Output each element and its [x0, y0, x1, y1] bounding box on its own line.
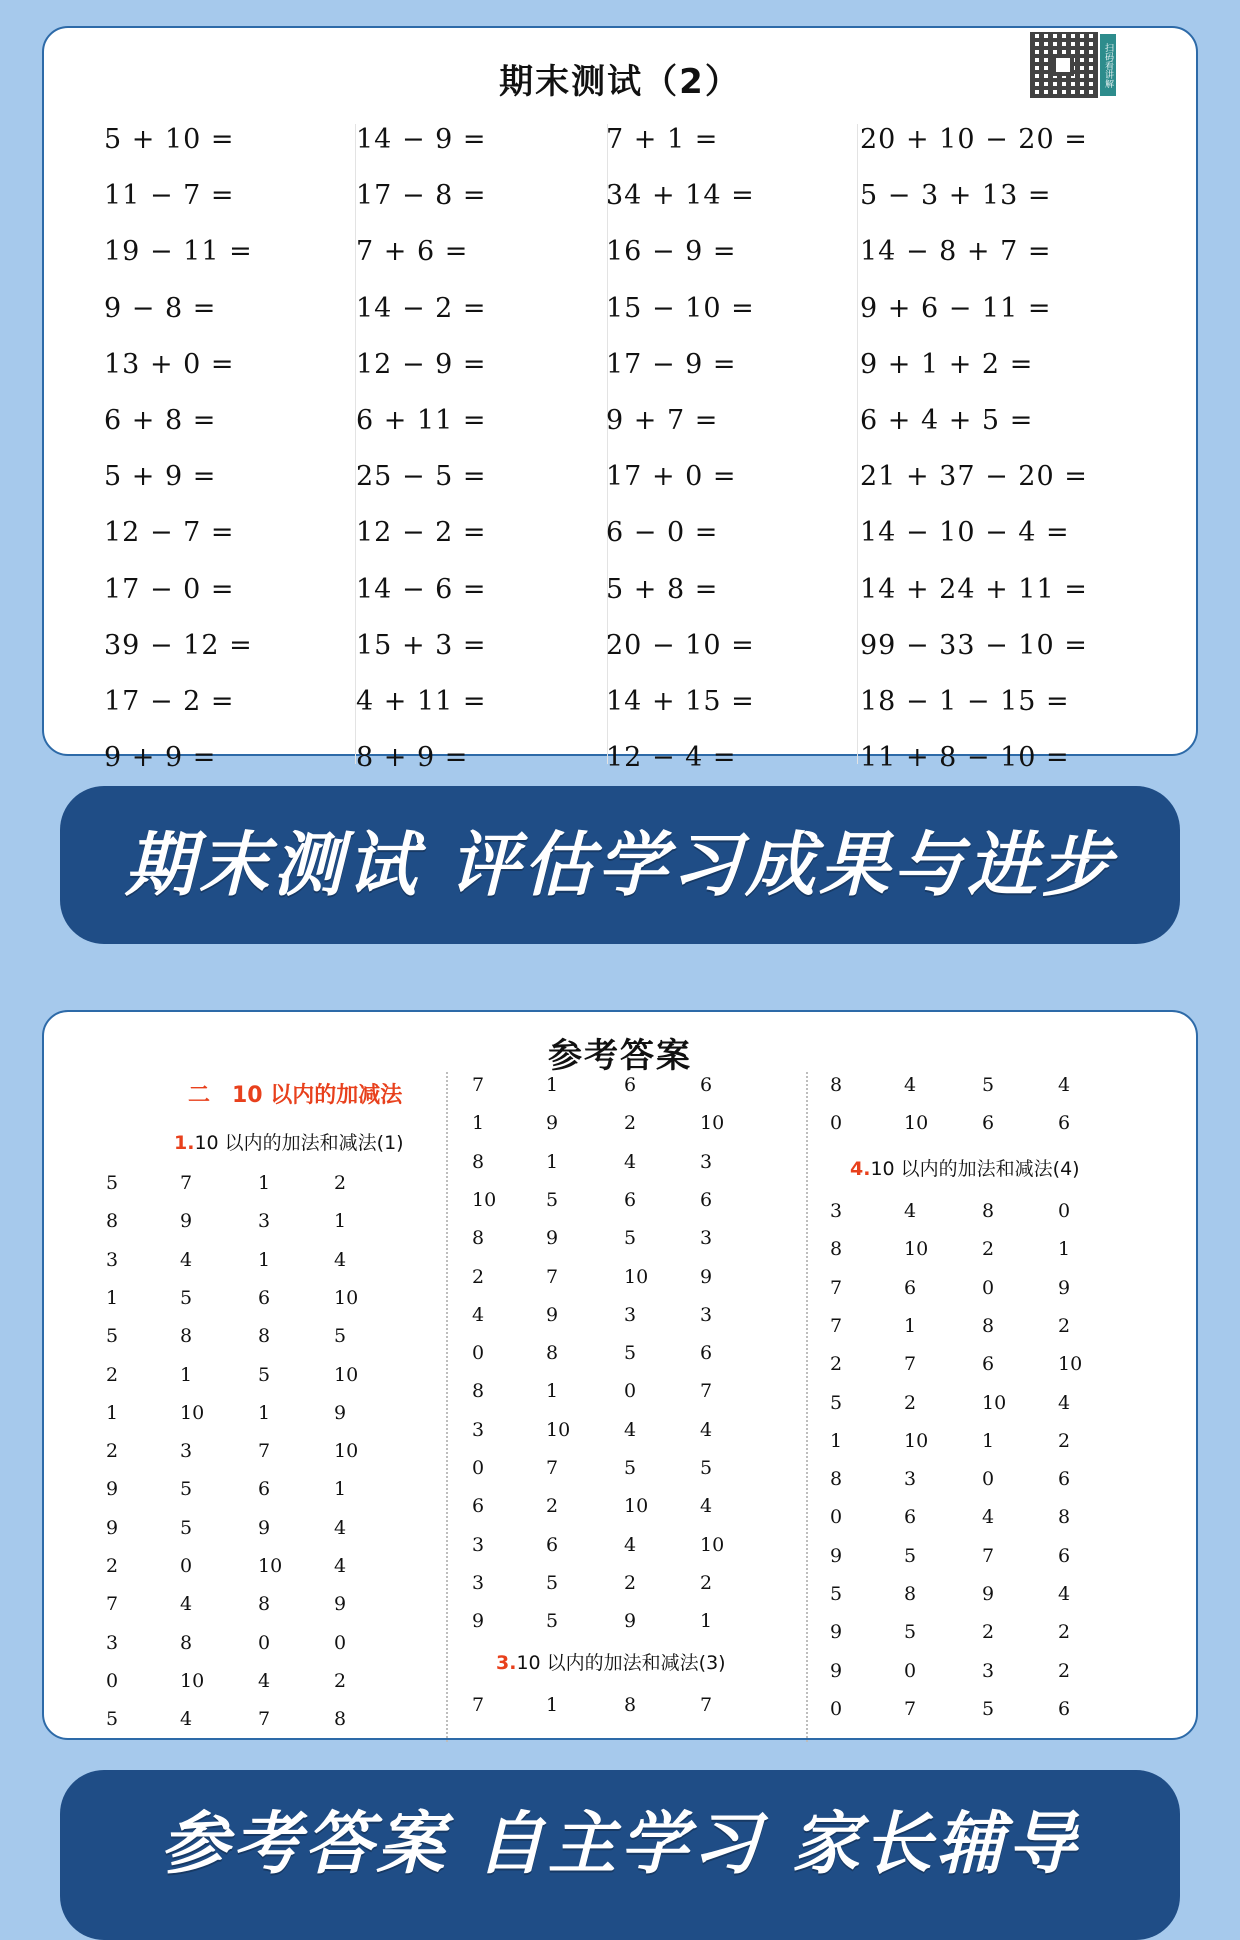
question-item: 14 − 2 = — [356, 292, 487, 324]
answer-value: 5 — [904, 1544, 917, 1567]
question-item: 12 − 4 = — [606, 742, 737, 774]
answer-value: 4 — [700, 1495, 713, 1518]
answer-value: 0 — [180, 1555, 193, 1577]
answer-value: 9 — [546, 1227, 559, 1250]
subtitle-text: 10 以内的加法和减法(3) — [516, 1652, 726, 1674]
answer-value: 5 — [624, 1342, 637, 1365]
answer-value: 1 — [904, 1314, 917, 1337]
answer-value: 0 — [904, 1659, 917, 1682]
question-item: 6 + 8 = — [104, 405, 217, 436]
question-item: 4 + 11 = — [356, 686, 487, 717]
answer-value: 7 — [700, 1694, 713, 1716]
section-title: 二 10 以内的加减法 — [188, 1083, 403, 1108]
answer-value: 10 — [180, 1401, 205, 1424]
answer-value: 1 — [546, 1694, 559, 1716]
answer-value: 5 — [982, 1697, 995, 1720]
question-item: 14 − 6 = — [356, 573, 487, 605]
answer-value: 4 — [1058, 1391, 1071, 1414]
answer-value: 0 — [982, 1468, 995, 1491]
answer-value: 7 — [982, 1544, 995, 1567]
answer-value: 9 — [700, 1265, 713, 1288]
answer-value: 10 — [700, 1533, 725, 1556]
answer-value: 7 — [472, 1074, 485, 1096]
question-item: 39 − 12 = — [104, 629, 253, 661]
answer-value: 2 — [904, 1391, 917, 1414]
question-item: 12 − 2 = — [356, 517, 487, 549]
question-item: 7 + 1 = — [606, 124, 719, 155]
answer-value: 7 — [700, 1380, 713, 1403]
answer-value: 1 — [106, 1401, 119, 1424]
answer-value: 7 — [546, 1457, 559, 1479]
answer-value: 1 — [258, 1172, 271, 1194]
answer-value: 7 — [830, 1314, 843, 1337]
answer-value: 9 — [830, 1544, 843, 1567]
answer-value: 0 — [1058, 1200, 1071, 1222]
answer-value: 0 — [258, 1631, 271, 1654]
question-column — [606, 124, 846, 774]
answer-value: 10 — [624, 1265, 649, 1288]
question-item: 20 − 10 = — [606, 629, 755, 661]
answer-value: 1 — [180, 1363, 193, 1386]
answer-value: 1 — [334, 1210, 347, 1233]
answer-value: 10 — [904, 1112, 929, 1135]
answer-value: 6 — [472, 1495, 485, 1518]
answer-value: 8 — [472, 1227, 485, 1250]
answer-value: 9 — [830, 1621, 843, 1644]
answer-value: 5 — [546, 1610, 559, 1633]
answer-subtitle — [174, 1128, 404, 1155]
answer-value: 2 — [106, 1363, 119, 1386]
answer-value: 10 — [904, 1238, 929, 1261]
answer-value: 4 — [180, 1248, 193, 1271]
answer-value: 4 — [624, 1418, 637, 1441]
answer-value: 4 — [624, 1533, 637, 1556]
answer-value: 0 — [830, 1506, 843, 1529]
question-item: 9 + 6 − 11 = — [860, 292, 1052, 324]
question-item: 6 − 0 = — [606, 517, 719, 549]
answer-value: 3 — [982, 1659, 995, 1682]
answer-value: 8 — [1058, 1506, 1071, 1529]
question-item: 9 + 7 = — [606, 405, 719, 436]
answer-value: 1 — [830, 1429, 843, 1452]
answer-value: 6 — [1058, 1544, 1071, 1567]
answer-value: 5 — [180, 1286, 193, 1309]
question-item: 5 + 9 = — [104, 461, 217, 493]
answer-value: 0 — [982, 1276, 995, 1299]
test-title: 期末测试（2） — [499, 62, 741, 102]
answer-value: 5 — [624, 1227, 637, 1250]
answer-value: 10 — [334, 1363, 359, 1386]
answer-value: 2 — [982, 1238, 995, 1261]
answer-title: 参考答案 — [548, 1036, 692, 1076]
answer-value: 5 — [830, 1583, 843, 1605]
question-column — [104, 124, 344, 774]
answer-value: 10 — [334, 1286, 359, 1309]
answer-value: 9 — [472, 1610, 485, 1633]
question-column — [356, 124, 596, 774]
answer-value: 3 — [624, 1303, 637, 1326]
banner-test: 期末测试 评估学习成果与进步 — [60, 786, 1180, 944]
question-item: 17 − 8 = — [356, 180, 487, 212]
answer-value: 6 — [982, 1353, 995, 1376]
answer-value: 7 — [106, 1593, 119, 1616]
question-column — [860, 124, 1100, 774]
answer-value: 2 — [334, 1669, 347, 1692]
answer-value: 6 — [624, 1074, 637, 1096]
answer-value: 8 — [982, 1200, 995, 1222]
answer-value: 3 — [904, 1468, 917, 1491]
answer-value: 4 — [258, 1669, 271, 1692]
answer-value: 3 — [700, 1227, 713, 1250]
column-divider — [446, 1072, 448, 1742]
answer-value: 1 — [106, 1286, 119, 1309]
answer-value: 8 — [982, 1314, 995, 1337]
answer-value: 0 — [472, 1457, 485, 1479]
question-item: 12 − 7 = — [104, 517, 235, 549]
test-card — [42, 26, 1198, 774]
answer-subtitle — [496, 1648, 726, 1675]
question-item: 6 + 4 + 5 = — [860, 405, 1034, 436]
answer-value: 7 — [830, 1276, 843, 1299]
answer-value: 7 — [180, 1172, 193, 1194]
answer-value: 3 — [700, 1150, 713, 1173]
answer-value: 6 — [1058, 1112, 1071, 1135]
answer-value: 5 — [334, 1325, 347, 1348]
answer-value: 1 — [334, 1478, 347, 1501]
answer-value: 6 — [904, 1506, 917, 1529]
answer-value: 2 — [1058, 1314, 1071, 1337]
answer-value: 9 — [180, 1210, 193, 1233]
question-item: 5 + 10 = — [104, 124, 235, 155]
answer-value: 2 — [334, 1172, 347, 1194]
answer-value: 4 — [904, 1074, 917, 1096]
answer-value: 5 — [546, 1571, 559, 1594]
answer-value: 4 — [334, 1248, 347, 1271]
answer-value: 4 — [982, 1506, 995, 1529]
answer-value: 0 — [472, 1342, 485, 1365]
question-item: 34 + 14 = — [606, 180, 755, 212]
qr-label: 扫码看讲解 — [1100, 34, 1116, 96]
answer-value: 2 — [106, 1555, 119, 1577]
answer-value: 10 — [180, 1669, 205, 1692]
answer-value: 7 — [546, 1265, 559, 1288]
answer-value: 7 — [904, 1353, 917, 1376]
answer-value: 10 — [982, 1391, 1007, 1414]
answer-value: 10 — [258, 1555, 283, 1577]
answer-value: 3 — [700, 1303, 713, 1326]
answer-value: 6 — [258, 1478, 271, 1501]
question-item: 25 − 5 = — [356, 461, 487, 493]
answer-value: 0 — [334, 1631, 347, 1654]
question-item: 14 − 9 = — [356, 124, 487, 155]
answer-value: 8 — [546, 1342, 559, 1365]
answer-value: 5 — [258, 1363, 271, 1386]
answer-value: 2 — [700, 1571, 713, 1594]
question-item: 20 + 10 − 20 = — [860, 124, 1088, 155]
banner-answer: 参考答案 自主学习 家长辅导 — [60, 1770, 1180, 1940]
answer-value: 6 — [1058, 1697, 1071, 1720]
answer-value: 2 — [1058, 1621, 1071, 1644]
answer-value: 3 — [106, 1248, 119, 1271]
question-item: 14 + 24 + 11 = — [860, 573, 1088, 605]
question-item: 9 + 9 = — [104, 742, 217, 774]
question-item: 11 + 8 − 10 = — [860, 742, 1070, 774]
subtitle-number: 1. — [174, 1132, 195, 1154]
answer-card — [42, 1010, 1198, 1740]
subtitle-number: 3. — [496, 1652, 517, 1674]
answer-value: 1 — [700, 1610, 713, 1633]
answer-value: 4 — [334, 1516, 347, 1539]
answer-value: 4 — [624, 1150, 637, 1173]
answer-value: 9 — [258, 1516, 271, 1539]
question-item: 5 − 3 + 13 = — [860, 180, 1052, 212]
answer-value: 5 — [546, 1188, 559, 1211]
question-item: 17 + 0 = — [606, 461, 737, 493]
answer-value: 5 — [106, 1325, 119, 1348]
answer-value: 8 — [472, 1150, 485, 1173]
answer-value: 4 — [1058, 1074, 1071, 1096]
answer-value: 9 — [624, 1610, 637, 1633]
answer-value: 5 — [180, 1516, 193, 1539]
answer-value: 0 — [830, 1112, 843, 1135]
qr-code-icon — [1030, 32, 1098, 98]
question-item: 14 + 15 = — [606, 686, 755, 717]
answer-value: 9 — [546, 1112, 559, 1135]
answer-value: 5 — [904, 1621, 917, 1644]
answer-value: 3 — [472, 1571, 485, 1594]
answer-value: 1 — [546, 1150, 559, 1173]
answer-value: 2 — [546, 1495, 559, 1518]
answer-value: 9 — [982, 1583, 995, 1605]
answer-value: 8 — [180, 1325, 193, 1348]
answer-value: 5 — [106, 1708, 119, 1731]
question-item: 9 + 1 + 2 = — [860, 348, 1034, 380]
answer-value: 6 — [258, 1286, 271, 1309]
answer-value: 0 — [830, 1697, 843, 1720]
answer-value: 4 — [334, 1555, 347, 1577]
question-item: 5 + 8 = — [606, 573, 719, 605]
question-item: 13 + 0 = — [104, 348, 235, 380]
answer-value: 7 — [258, 1440, 271, 1463]
answer-value: 8 — [334, 1708, 347, 1731]
answer-value: 2 — [472, 1265, 485, 1288]
answer-value: 9 — [334, 1401, 347, 1424]
answer-value: 9 — [106, 1478, 119, 1501]
answer-value: 3 — [830, 1200, 843, 1222]
answer-value: 6 — [700, 1188, 713, 1211]
answer-column — [106, 1012, 436, 1742]
question-item: 14 − 8 + 7 = — [860, 236, 1052, 268]
answer-value: 5 — [830, 1391, 843, 1414]
question-item: 99 − 33 − 10 = — [860, 629, 1088, 661]
answer-value: 5 — [106, 1172, 119, 1194]
answer-value: 6 — [904, 1276, 917, 1299]
answer-value: 0 — [624, 1380, 637, 1403]
answer-value: 8 — [258, 1593, 271, 1616]
answer-value: 1 — [546, 1074, 559, 1096]
answer-value: 3 — [106, 1631, 119, 1654]
answer-value: 6 — [546, 1533, 559, 1556]
answer-value: 1 — [258, 1248, 271, 1271]
answer-value: 3 — [258, 1210, 271, 1233]
answer-value: 2 — [1058, 1659, 1071, 1682]
answer-value: 1 — [982, 1429, 995, 1452]
answer-value: 10 — [1058, 1353, 1083, 1376]
question-item: 6 + 11 = — [356, 405, 487, 436]
answer-value: 9 — [546, 1303, 559, 1326]
answer-value: 8 — [830, 1238, 843, 1261]
answer-value: 8 — [830, 1074, 843, 1096]
answer-value: 8 — [258, 1325, 271, 1348]
question-item: 19 − 11 = — [104, 236, 253, 268]
answer-value: 4 — [472, 1303, 485, 1326]
answer-value: 5 — [982, 1074, 995, 1096]
subtitle-text: 10 以内的加法和减法(4) — [870, 1158, 1080, 1180]
subtitle-text: 10 以内的加法和减法(1) — [194, 1132, 404, 1154]
answer-value: 3 — [180, 1440, 193, 1463]
subtitle-number: 4. — [850, 1158, 871, 1180]
question-item: 17 − 2 = — [104, 686, 235, 717]
answer-value: 5 — [624, 1457, 637, 1479]
answer-value: 9 — [334, 1593, 347, 1616]
answer-value: 8 — [624, 1694, 637, 1716]
answer-value: 2 — [106, 1440, 119, 1463]
answer-value: 5 — [700, 1457, 713, 1479]
answer-value: 10 — [472, 1188, 497, 1211]
answer-value: 1 — [1058, 1238, 1071, 1261]
answer-value: 0 — [106, 1669, 119, 1692]
column-divider — [857, 124, 858, 764]
answer-column — [472, 1012, 802, 1742]
answer-value: 9 — [106, 1516, 119, 1539]
column-divider — [806, 1072, 808, 1742]
answer-value: 6 — [700, 1074, 713, 1096]
answer-value: 2 — [830, 1353, 843, 1376]
answer-value: 7 — [472, 1694, 485, 1716]
question-item: 17 − 0 = — [104, 573, 235, 605]
question-item: 9 − 8 = — [104, 292, 217, 324]
answer-value: 1 — [472, 1112, 485, 1135]
answer-value: 10 — [904, 1429, 929, 1452]
answer-value: 1 — [546, 1380, 559, 1403]
answer-value: 10 — [700, 1112, 725, 1135]
question-item: 18 − 1 − 15 = — [860, 686, 1070, 717]
answer-value: 4 — [904, 1200, 917, 1222]
answer-value: 6 — [624, 1188, 637, 1211]
answer-value: 4 — [180, 1708, 193, 1731]
question-item: 12 − 9 = — [356, 348, 487, 380]
question-item: 7 + 6 = — [356, 236, 469, 268]
answer-value: 8 — [830, 1468, 843, 1491]
answer-column — [830, 1012, 1160, 1742]
answer-value: 10 — [546, 1418, 571, 1441]
question-item: 15 − 10 = — [606, 292, 755, 324]
answer-value: 8 — [472, 1380, 485, 1403]
answer-value: 8 — [180, 1631, 193, 1654]
question-item: 17 − 9 = — [606, 348, 737, 380]
answer-value: 7 — [904, 1697, 917, 1720]
answer-value: 2 — [982, 1621, 995, 1644]
answer-value: 3 — [472, 1533, 485, 1556]
answer-value: 10 — [624, 1495, 649, 1518]
answer-value: 9 — [1058, 1276, 1071, 1299]
answer-value: 8 — [904, 1583, 917, 1605]
answer-value: 9 — [830, 1659, 843, 1682]
answer-subtitle — [850, 1154, 1080, 1181]
answer-value: 6 — [982, 1112, 995, 1135]
answer-value: 4 — [180, 1593, 193, 1616]
answer-value: 10 — [334, 1440, 359, 1463]
question-item: 11 − 7 = — [104, 180, 235, 212]
answer-value: 4 — [700, 1418, 713, 1441]
question-item: 15 + 3 = — [356, 629, 487, 661]
answer-value: 3 — [472, 1418, 485, 1441]
answer-value: 6 — [1058, 1468, 1071, 1491]
answer-value: 2 — [624, 1571, 637, 1594]
question-item: 14 − 10 − 4 = — [860, 517, 1070, 549]
answer-value: 6 — [700, 1342, 713, 1365]
question-item: 21 + 37 − 20 = — [860, 461, 1088, 493]
answer-value: 8 — [106, 1210, 119, 1233]
answer-value: 1 — [258, 1401, 271, 1424]
question-item: 16 − 9 = — [606, 236, 737, 268]
answer-value: 7 — [258, 1708, 271, 1731]
answer-value: 2 — [1058, 1429, 1071, 1452]
answer-value: 4 — [1058, 1583, 1071, 1605]
answer-value: 5 — [180, 1478, 193, 1501]
question-item: 8 + 9 = — [356, 742, 469, 774]
answer-value: 2 — [624, 1112, 637, 1135]
